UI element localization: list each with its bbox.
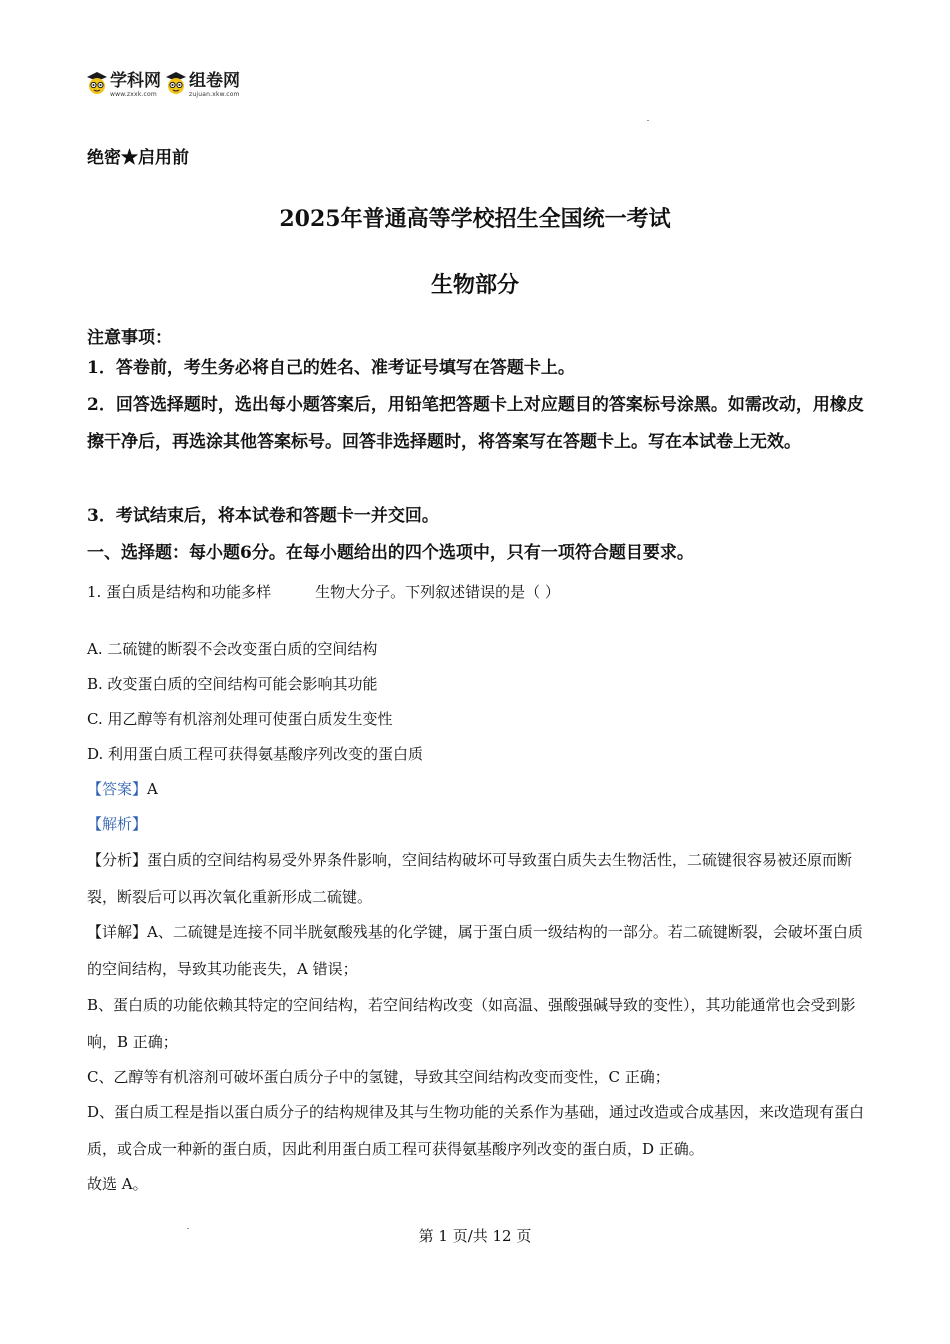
question-stem-part-1: 1. 蛋白质是结构和功能多样 — [87, 583, 272, 601]
analysis-tag: 【解析】 — [87, 815, 148, 833]
zujuan-brand-name: 组卷网 — [189, 71, 240, 91]
zxxk-brand-url: www.zxxk.com — [110, 91, 157, 98]
option-a: A. 二硫键的断裂不会改变蛋白质的空间结构 — [87, 640, 378, 658]
option-c: C. 用乙醇等有机溶剂处理可使蛋白质发生变性 — [87, 710, 393, 728]
option-d: D. 利用蛋白质工程可获得氨基酸序列改变的蛋白质 — [87, 745, 424, 763]
xiangjie-paragraph-d: D、蛋白质工程是指以蛋白质分子的结构规律及其与生物功能的关系作为基础，通过改造或合成基因，来改造现有蛋白质，或合成一种新的蛋白质，因此利用蛋白质工程可获得氨基酸序列改变的蛋白质，D 正确。 — [87, 1103, 865, 1158]
zujuan-logo — [165, 71, 240, 99]
answer-value: A — [147, 780, 158, 798]
conclusion: 故选 A。 — [87, 1175, 148, 1193]
answer-line — [87, 772, 158, 807]
xiangjie-tag: 【详解】 — [87, 923, 148, 941]
question-stem — [87, 575, 877, 610]
option-b: B. 改变蛋白质的空间结构可能会影响其功能 — [87, 675, 378, 693]
scan-speck — [647, 120, 649, 121]
xiangjie-a-text: A、二硫键是连接不同半胱氨酸残基的化学键，属于蛋白质一级结构的一部分。若二硫键断裂，会破坏蛋白质的空间结构，导致其功能丧失，A 错误； — [87, 923, 863, 978]
xiangjie-paragraph-a — [87, 914, 877, 988]
secret-label: 绝密★启用前 — [87, 148, 189, 168]
notice-heading: 注意事项： — [87, 328, 172, 348]
notice-item-1: 1．答卷前，考生务必将自己的姓名、准考证号填写在答题卡上。 — [87, 358, 575, 378]
answer-tag: 【答案】 — [87, 780, 148, 798]
xiangjie-paragraph-c: C、乙醇等有机溶剂可破坏蛋白质分子中的氢键，导致其空间结构改变而变性，C 正确； — [87, 1068, 670, 1086]
scan-speck — [187, 1228, 189, 1229]
question-stem-part-2: 生物大分子。下列叙述错误的是（ ） — [315, 583, 560, 601]
fenxi-paragraph — [87, 842, 877, 916]
owl-mascot-icon — [165, 71, 187, 95]
section-heading: 一、选择题：每小题6分。在每小题给出的四个选项中，只有一项符合题目要求。 — [87, 543, 694, 563]
site-logo — [86, 71, 240, 105]
notice-item-3: 3．考试结束后，将本试卷和答题卡一并交回。 — [87, 506, 439, 526]
page-footer: 第 1 页/共 12 页 — [418, 1227, 532, 1245]
zujuan-brand-url: zujuan.xkw.com — [189, 91, 240, 98]
owl-mascot-icon — [86, 71, 108, 95]
fenxi-tag: 【分析】 — [87, 851, 148, 869]
exam-subtitle: 生物部分 — [430, 272, 519, 298]
analysis-line — [87, 807, 147, 842]
notice-item-2: 2．回答选择题时，选出每小题答案后，用铅笔把答题卡上对应题目的答案标号涂黑。如需改动，用橡皮擦干净后，再选涂其他答案标号。回答非选择题时，将答案写在答题卡上。写在本试卷上无效。 — [87, 395, 864, 452]
xiangjie-paragraph-b: B、蛋白质的功能依赖其特定的空间结构，若空间结构改变（如高温、强酸强碱导致的变性），其功能通常也会受到影响，B 正确； — [87, 996, 856, 1051]
zxxk-logo — [86, 71, 161, 99]
zxxk-brand-name: 学科网 — [110, 71, 161, 91]
fenxi-text: 蛋白质的空间结构易受外界条件影响，空间结构破坏可导致蛋白质失去生物活性，二硫键很容易被还原而断裂，断裂后可以再次氧化重新形成二硫键。 — [87, 851, 853, 906]
exam-title: 2025年普通高等学校招生全国统一考试 — [279, 206, 671, 232]
